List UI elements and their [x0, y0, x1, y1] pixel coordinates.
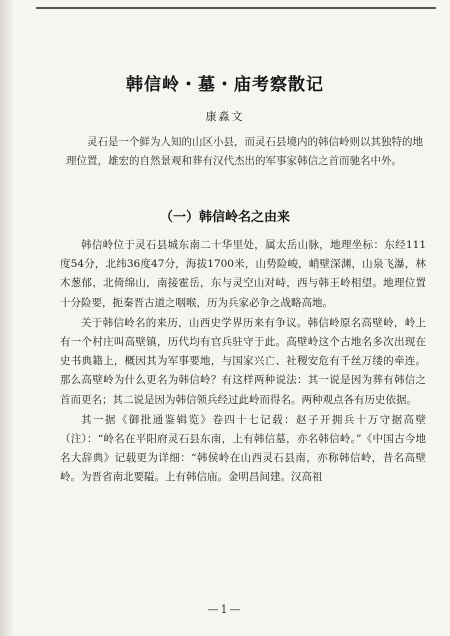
article-title: 韩信岭・墓・庙考察散记 — [126, 75, 324, 95]
paragraph-records: 其一据《御批通鉴辑览》卷四十七记载：赵子开拥兵十万守据高壁（注）：“岭名在平阳府灵石县东南，上有韩信墓，亦名韩信岭。”《中国古今地名大辞典》记载更为详细：“韩侯岭在山西灵石县南，亦称韩信岭，昔名高壁岭。为晋省南北要隘。上有韩信庙。金明昌间建。汉高祖 — [60, 413, 426, 484]
section-heading: （一）韩信岭名之由来 — [159, 210, 290, 225]
scan-edge-shadow — [0, 0, 14, 636]
top-rule — [36, 7, 436, 9]
paragraph-location: 韩信岭位于灵石县城东南二十华里处，属太岳山脉，地理坐标：东经111度54分，北纬36度47分，海拔1700米，山势险峻，峭壁深渊，山泉飞瀑，林木葱郁，北倚绵山，南接霍岳，东与灵空山对峙，西与韩王岭相望。地理位置十分险要，扼秦晋古道之咽喉，历为兵家必争之战略高地。 — [60, 239, 426, 309]
intro-paragraph: 灵石是一个鲜为人知的山区小县，而灵石县境内的韩信岭则以其独特的地理位置，雄宏的自然景观和葬有汉代杰出的军事家韩信之首而驰名中外。 — [66, 136, 423, 167]
article-author: 康淼文 — [205, 110, 245, 123]
paragraph-name-origin: 关于韩信岭名的来历，山西史学界历来有争议。韩信岭原名高壁岭，岭上有一个村庄叫高壁镇，历代均有官兵驻守于此。高壁岭这个古地名多次出现在史书典籍上，概因其为军事要地，与国家兴亡、社稷安危有千丝万缕的牵连。那么高壁岭为什么更名为韩信岭？有这样两种说法：其一说是因为葬有韩信之首而更名；其二说是因为韩信领兵经过此岭而得名。两种观点各有历史依据。 — [60, 316, 426, 406]
page-number: —1— — [207, 603, 243, 616]
body-text — [60, 236, 426, 489]
